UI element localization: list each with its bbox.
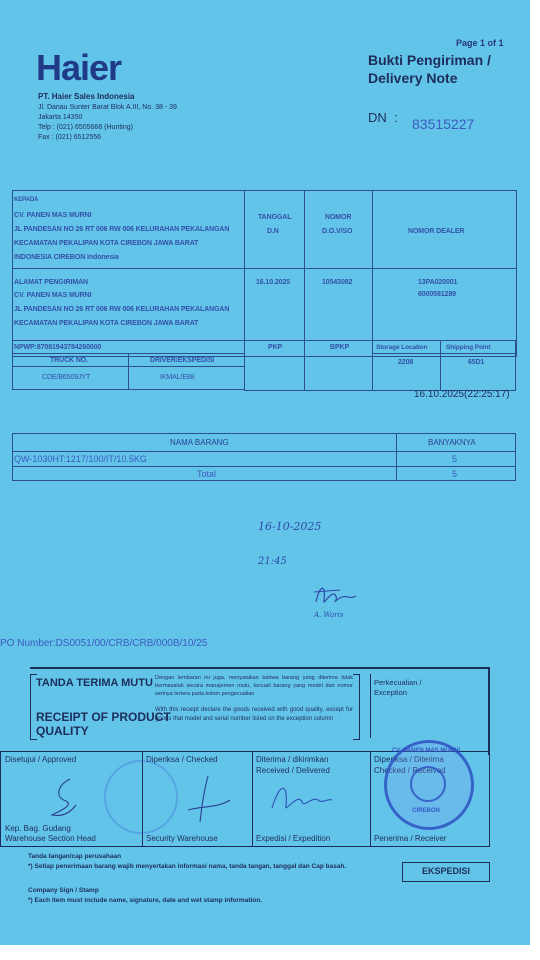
security-label: Security Warehouse [146,834,218,843]
expedition-label: Expedisi / Expedition [256,834,331,843]
print-timestamp: 16.10.2025(22:25:17) [414,389,510,400]
handwritten-date: 16-10-2025 [258,520,322,533]
truck-no-value: CDE/B6509JYT [42,374,91,381]
truck-no-label: TRUCK NO. [50,357,88,364]
warehouse-stamp [104,760,178,834]
npwp: NPWP:87081943784260000 [14,344,102,351]
company-telp: Telp : (021) 6505668 (Hunting) [38,124,133,131]
company-name: PT. Haier Sales Indonesia [38,92,135,101]
company-address-1: Jl. Danau Sunter Barat Blok A.III, No. 38 - 39 [38,104,177,111]
consignee-label: KEPADA [14,197,39,203]
receiver-stamp-text-top: CV. PANEN MAS MURNI [391,748,460,754]
nomor-header: NOMOR [325,214,352,221]
driver-label: DRIVER/EKSPEDISI [150,357,215,364]
delivered-label-1: Diterima / dikirimkan [256,755,329,764]
checked-label: Diperiksa / Checked [146,755,218,764]
storage-location-value: 2208 [398,359,414,366]
page-indicator: Page 1 of 1 [456,38,504,48]
receipt-text-en: With this receipt declare the goods received with good quality, except for goods that model and serial number listed on the exception column [155,707,353,722]
receipt-title-en-2: QUALITY [36,724,89,738]
item-row-qty: 5 [452,454,458,464]
total-label: Total [197,469,217,479]
approved-signature [40,775,90,825]
receiver-stamp-inner [410,766,446,802]
warehouse-head-label-2: Warehouse Section Head [5,834,96,843]
received-label-2: Checked / Received [374,766,446,775]
warehouse-head-label-1: Kep. Bag. Gudang [5,824,71,833]
dealer-number-2: 6000581289 [418,291,456,298]
company-address-2: Jakarta 14350 [38,114,83,121]
item-qty-header: BANYAKNYA [428,438,476,447]
shipping-name: CV. PANEN MAS MURNI [14,292,92,299]
note-id: *) Setiap penerimaan barang wajib menyertakan informasi nama, tanda tangan, tanggal dan Cap basah. [28,863,347,870]
company-sign-en: Company Sign / Stamp [28,887,99,894]
tanggal-subheader: D.N [267,228,279,235]
document-title-1: Bukti Pengiriman / [368,52,491,68]
receiver-stamp-text-bottom: CIREBON [412,808,440,814]
document-title-2: Delivery Note [368,70,458,86]
handwritten-time: 21:45 [258,556,287,567]
receiver-label: Penerima / Receiver [374,834,447,843]
receipt-title-en-1: RECEIPT OF PRODUCT [36,710,171,724]
driver-value: IKMAL/E88 [160,374,195,381]
shipping-address-1: JL PANDESAN NO 26 RT 006 RW 006 KELURAHAN PEKALANGAN [14,306,230,313]
approved-label: Disetujui / Approved [5,755,77,764]
receipt-right-bracket [353,674,360,740]
company-fax: Fax : (021) 6512556 [38,134,102,141]
consignee-address-1: JL PANDESAN NO 26 RT 006 RW 006 KELURAHAN PEKALANGAN [14,226,230,233]
exception-label-1: Perkecualian / [374,678,422,687]
received-label-1: Diperiksa / Diterima [374,755,444,764]
consignee-name: CV. PANEN MAS MURNI [14,212,92,219]
pkp-label: PKP [268,344,283,351]
po-number: PO Number:DS0051/00/CRB/CRB/000B/10/25 [0,638,208,649]
item-name-header: NAMA BARANG [170,438,229,447]
consignee-address-2: KECAMATAN PEKALIPAN KOTA CIREBON JAWA BARAT [14,240,199,247]
total-value: 5 [452,469,458,479]
handwritten-name: A. Waris [314,611,344,619]
do-number: 10543082 [322,279,353,286]
dn-date: 16.10.2025 [256,279,291,286]
shipping-point-label: Shipping Point [446,344,491,351]
shipping-point-value: 65D1 [468,359,485,366]
dn-label: DN : [368,110,398,125]
nomor-subheader: D.O.V/SO [322,228,353,235]
haier-logo: Haier [36,47,122,88]
checked-signature [178,770,238,830]
delivered-label-2: Received / Delivered [256,766,330,775]
copy-label: EKSPEDISI [421,866,470,876]
storage-location-label: Storage Location [376,344,428,351]
receipt-text-id: Dengan lembaran ini juga, menyatakan bahwa barang yang diterima tidak bermasalah secara manajemen mutu, kecuali barang yang model dan nomor serinya tertera pada kolom pengecualian [155,675,353,697]
dealer-header: NOMOR DEALER [408,228,465,235]
exception-label-2: Exception [374,688,407,697]
bpkp-label: BPKP [330,344,350,351]
shipping-address-2: KECAMATAN PEKALIPAN KOTA CIREBON JAWA BARAT [14,320,199,327]
shipping-label: ALAMAT PENGIRIMAN [14,279,88,286]
dealer-number-1: 13PA020001 [418,279,458,286]
note-en: *) Each item must include name, signature, date and wet stamp information. [28,897,263,904]
tanggal-header: TANGGAL [258,214,292,221]
company-sign-id: Tanda tangan/cap perusahaan [28,853,122,860]
dn-number: 83515227 [412,116,475,132]
receipt-title-id: TANDA TERIMA MUTU [36,677,153,689]
expedition-signature [268,778,338,818]
item-row-name: QW-1030HT:1217/100/IT/10.5KG [14,454,147,464]
consignee-address-3: INDONESIA CIREBON Indonesia [14,254,119,261]
